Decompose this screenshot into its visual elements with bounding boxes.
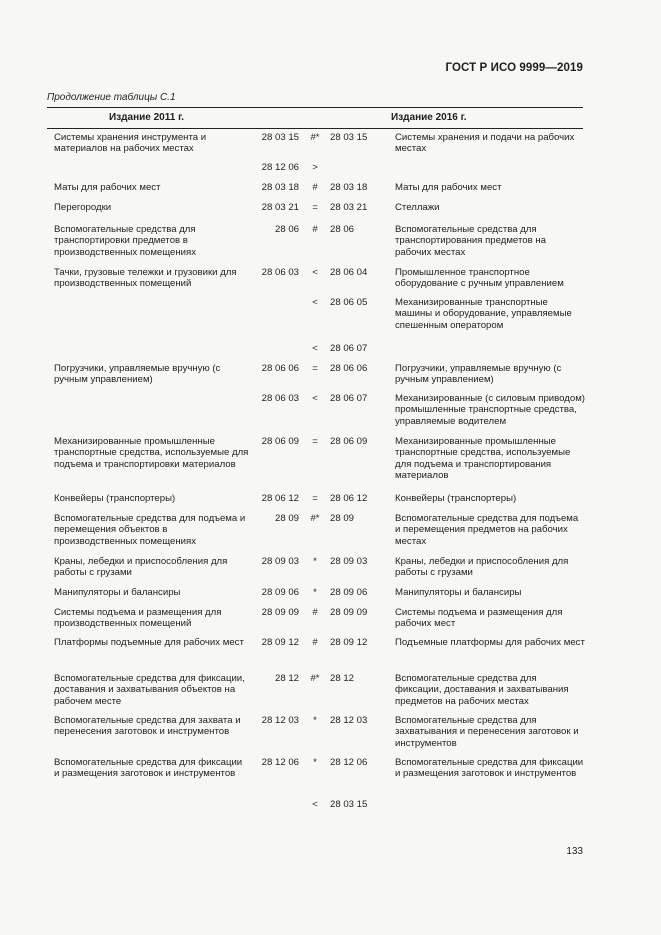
row-new-name: Конвейеры (транспортеры) <box>395 493 517 504</box>
table-caption: Продолжение таблицы С.1 <box>47 92 176 103</box>
row-old-code: 28 03 18 <box>261 182 299 193</box>
row-new-name: Маты для рабочих мест <box>395 182 502 193</box>
row-relation: = <box>312 436 318 447</box>
row-old-code: 28 06 03 <box>261 267 299 278</box>
row-new-code: 28 09 06 <box>330 587 368 598</box>
row-new-code: 28 12 06 <box>330 757 368 768</box>
row-new-code: 28 06 12 <box>330 493 368 504</box>
row-new-name: Системы подъема и размещения для рабочих мест <box>395 607 563 630</box>
row-old-name: Вспомогательные средства для фиксации, доставания и захватывания объектов на рабочем месте <box>54 673 245 707</box>
row-old-name: Платформы подъемные для рабочих мест <box>54 637 244 648</box>
row-new-code: 28 03 18 <box>330 182 368 193</box>
row-old-code: 28 06 09 <box>261 436 299 447</box>
row-relation: * <box>313 715 317 726</box>
row-old-name: Вспомогательные средства для фиксации и размещения заготовок и инструментов <box>54 757 243 780</box>
row-relation: # <box>312 224 318 235</box>
row-old-name: Маты для рабочих мест <box>54 182 161 193</box>
row-new-name: Краны, лебедки и приспособления для работы с грузами <box>395 556 569 579</box>
document-code: ГОСТ Р ИСО 9999—2019 <box>445 62 583 74</box>
row-new-name: Вспомогательные средства для фиксации, доставания и захватывания предметов на рабочих местах <box>395 673 569 707</box>
row-relation: = <box>312 202 318 213</box>
row-old-name: Погрузчики, управляемые вручную (с ручным управлением) <box>54 363 221 386</box>
row-old-name: Перегородки <box>54 202 112 213</box>
row-new-code: 28 06 07 <box>330 393 368 404</box>
row-new-name: Промышленное транспортное оборудование с ручным управлением <box>395 267 564 290</box>
row-new-code: 28 06 07 <box>330 343 368 354</box>
row-new-code: 28 03 15 <box>330 132 368 143</box>
row-new-code: 28 09 <box>330 513 355 524</box>
row-new-code: 28 06 09 <box>330 436 368 447</box>
row-old-code: 28 09 09 <box>261 607 299 618</box>
row-old-code: 28 06 06 <box>261 363 299 374</box>
row-new-code: 28 06 06 <box>330 363 368 374</box>
correspondence-table <box>47 107 585 810</box>
row-new-code: 28 12 03 <box>330 715 368 726</box>
row-old-code: 28 06 <box>274 224 299 235</box>
row-relation: < <box>312 799 318 810</box>
row-old-code: 28 06 03 <box>261 393 299 404</box>
row-old-code: 28 09 06 <box>261 587 299 598</box>
row-old-code: 28 12 <box>274 673 299 684</box>
header-edition-2016: Издание 2016 г. <box>391 112 467 123</box>
row-relation: # <box>312 182 318 193</box>
row-new-name: Механизированные (с силовым приводом) промышленные транспортные средства, управляемые водителем <box>395 393 585 427</box>
row-new-name: Системы хранения и подачи на рабочих местах <box>395 132 575 155</box>
row-new-name: Вспомогательные средства для захватывания и перенесения заготовок и инструментов <box>395 715 579 749</box>
row-relation: * <box>313 587 317 598</box>
row-relation: = <box>312 363 318 374</box>
row-new-code: 28 03 15 <box>330 799 368 810</box>
row-new-name: Механизированные промышленные транспортные средства, используемые для подъема и транспортирования материалов <box>395 436 571 481</box>
row-relation: > <box>312 162 318 173</box>
row-old-code: 28 09 12 <box>261 637 299 648</box>
row-relation: * <box>313 757 317 768</box>
row-old-name: Системы хранения инструмента и материалов на рабочих местах <box>54 132 207 155</box>
row-new-name: Погрузчики, управляемые вручную (с ручным управлением) <box>395 363 562 386</box>
row-old-name: Краны, лебедки и приспособления для работы с грузами <box>54 556 228 579</box>
row-old-name: Системы подъема и размещения для производственных помещений <box>54 607 222 630</box>
row-old-name: Вспомогательные средства для захвата и перенесения заготовок и инструментов <box>54 715 241 738</box>
row-new-code: 28 03 21 <box>330 202 368 213</box>
row-old-name: Механизированные промышленные транспортные средства, используемые для подъема и транспортировки материалов <box>54 436 249 470</box>
row-new-code: 28 12 <box>330 673 355 684</box>
row-old-code: 28 12 06 <box>261 162 299 173</box>
row-relation: < <box>312 297 318 308</box>
row-new-code: 28 06 <box>330 224 355 235</box>
row-old-code: 28 03 15 <box>261 132 299 143</box>
row-new-code: 28 06 05 <box>330 297 368 308</box>
row-new-name: Механизированные транспортные машины и оборудование, управляемые спешенным оператором <box>395 297 572 331</box>
row-old-code: 28 09 03 <box>261 556 299 567</box>
row-relation: #* <box>310 673 320 684</box>
row-new-name: Стеллажи <box>395 202 440 213</box>
row-old-name: Вспомогательные средства для транспортировки предметов в производственных помещениях <box>54 224 197 258</box>
row-new-name: Вспомогательные средства для подъема и перемещения предметов на рабочих местах <box>395 513 579 547</box>
row-old-code: 28 06 12 <box>261 493 299 504</box>
row-new-name: Вспомогательные средства для фиксации и размещения заготовок и инструментов <box>395 757 584 780</box>
row-relation: < <box>312 267 318 278</box>
table-header <box>47 107 583 129</box>
row-new-code: 28 09 03 <box>330 556 368 567</box>
row-old-name: Тачки, грузовые тележки и грузовики для производственных помещений <box>54 267 237 290</box>
row-old-code: 28 09 <box>274 513 299 524</box>
row-relation: * <box>313 556 317 567</box>
page-number: 133 <box>566 846 583 857</box>
row-new-code: 28 09 12 <box>330 637 368 648</box>
row-old-code: 28 03 21 <box>261 202 299 213</box>
row-relation: # <box>312 607 318 618</box>
row-relation: #* <box>310 132 320 143</box>
row-old-name: Конвейеры (транспортеры) <box>54 493 176 504</box>
row-new-name: Манипуляторы и балансиры <box>395 587 522 598</box>
row-new-code: 28 09 09 <box>330 607 368 618</box>
row-old-name: Вспомогательные средства для подъема и перемещения объектов в производственных помещениях <box>54 513 246 547</box>
row-relation: = <box>312 493 318 504</box>
header-edition-2011: Издание 2011 г. <box>109 112 185 123</box>
row-relation: < <box>312 393 318 404</box>
row-old-code: 28 12 06 <box>261 757 299 768</box>
row-relation: # <box>312 637 318 648</box>
row-new-name: Вспомогательные средства для транспортирования предметов на рабочих местах <box>395 224 546 258</box>
row-new-name: Подъемные платформы для рабочих мест <box>395 637 585 648</box>
row-relation: #* <box>310 513 320 524</box>
row-old-name: Манипуляторы и балансиры <box>54 587 181 598</box>
row-relation: < <box>312 343 318 354</box>
row-old-code: 28 12 03 <box>261 715 299 726</box>
row-new-code: 28 06 04 <box>330 267 368 278</box>
